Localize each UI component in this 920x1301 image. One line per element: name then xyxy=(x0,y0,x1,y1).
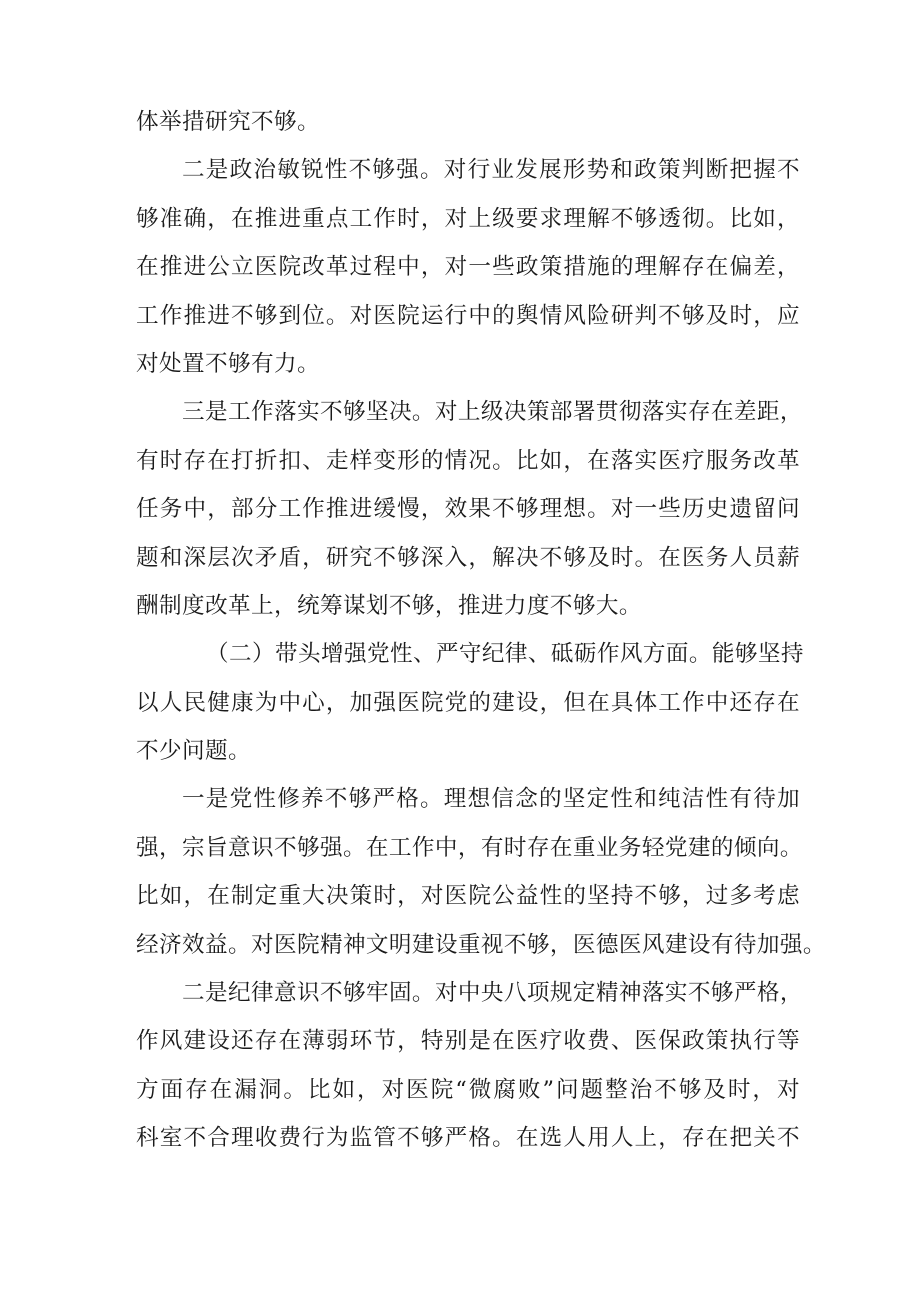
text-line: 以人民健康为中心，加强医院党的建设，但在具体工作中还存在 xyxy=(136,689,800,716)
paragraph-start-line: 一是党性修养不够严格。理想信念的坚定性和纯洁性有待加 xyxy=(182,786,800,813)
text-line: 作风建设还存在薄弱环节，特别是在医疗收费、医保政策执行等 xyxy=(136,1028,800,1055)
text-line: 科室不合理收费行为监管不够严格。在选人用人上，存在把关不 xyxy=(136,1125,800,1152)
text-line: 不少问题。 xyxy=(136,738,251,765)
text-line: 够准确，在推进重点工作时，对上级要求理解不够透彻。比如， xyxy=(136,205,800,232)
text-line: 对处置不够有力。 xyxy=(136,350,320,377)
text-line: 强，宗旨意识不够强。在工作中，有时存在重业务轻党建的倾向。 xyxy=(136,834,803,861)
text-line: 酬制度改革上，统筹谋划不够，推进力度不够大。 xyxy=(136,592,642,619)
paragraph-start-line: 三是工作落实不够坚决。对上级决策部署贯彻落实存在差距， xyxy=(182,399,803,426)
text-line: 经济效益。对医院精神文明建设重视不够，医德医风建设有待加强。 xyxy=(136,931,826,958)
document-body xyxy=(136,98,826,1163)
paragraph-start-line: 二是政治敏锐性不够强。对行业发展形势和政策判断把握不 xyxy=(182,157,800,184)
section-heading-line: （二）带头增强党性、严守纪律、砥砺作风方面。能够坚持 xyxy=(206,641,804,668)
text-line: 有时存在打折扣、走样变形的情况。比如，在落实医疗服务改革 xyxy=(136,447,800,474)
text-line: 题和深层次矛盾，研究不够深入，解决不够及时。在医务人员薪 xyxy=(136,544,800,571)
text-line: 方面存在漏洞。比如，对医院“微腐败”问题整治不够及时，对 xyxy=(136,1076,800,1103)
text-line: 比如，在制定重大决策时，对医院公益性的坚持不够，过多考虑 xyxy=(136,883,800,910)
text-line: 在推进公立医院改革过程中，对一些政策措施的理解存在偏差， xyxy=(136,254,800,281)
text-line: 任务中，部分工作推进缓慢，效果不够理想。对一些历史遗留问 xyxy=(136,496,800,523)
text-line: 体举措研究不够。 xyxy=(136,109,320,135)
paragraph-start-line: 二是纪律意识不够牢固。对中央八项规定精神落实不够严格， xyxy=(182,980,803,1007)
text-line: 工作推进不够到位。对医院运行中的舆情风险研判不够及时，应 xyxy=(136,302,800,329)
